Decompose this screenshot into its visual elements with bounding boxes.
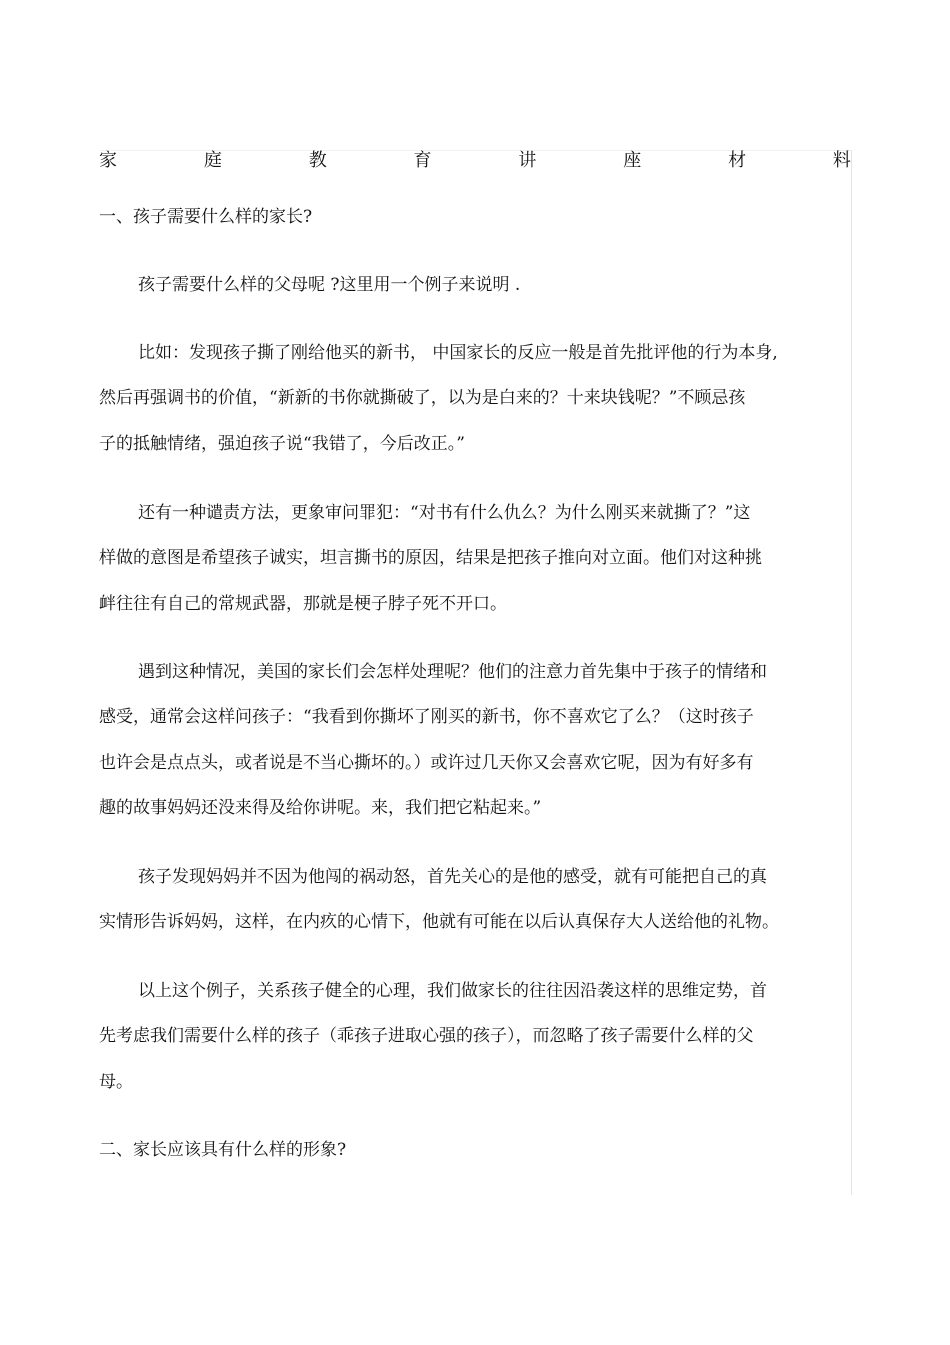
title-char: 料 (832, 150, 851, 171)
paragraph-4-line: 也许会是点点头，或者说是不当心撕坏的。）或许过几天你又会喜欢它呢，因为有好多有 (99, 753, 754, 773)
paragraph-2-line: 比如：发现孩子撕了刚给他买的新书， 中国家长的反应一般是首先批评他的行为本身, (138, 343, 778, 363)
paragraph-5-line: 孩子发现妈妈并不因为他闯的祸动怒，首先关心的是他的感受，就有可能把自己的真 (138, 867, 767, 887)
paragraph-5-line: 实情形告诉妈妈，这样，在内疚的心情下，他就有可能在以后认真保存大人送给他的礼物。 (99, 912, 779, 932)
paragraph-4-line: 遇到这种情况，美国的家长们会怎样处理呢？他们的注意力首先集中于孩子的情绪和 (138, 662, 767, 682)
right-margin-rule (851, 150, 852, 1195)
title-char: 教 (308, 150, 327, 171)
title-char: 讲 (518, 150, 537, 171)
paragraph-6-line: 以上这个例子，关系孩子健全的心理，我们做家长的往往因沿袭这样的思维定势，首 (138, 981, 767, 1001)
paragraph-1-line: 孩子需要什么样的父母呢 ?这里用一个例子来说明 . (138, 275, 521, 295)
section-heading-1: 一、孩子需要什么样的家长? (99, 207, 313, 227)
title-char: 材 (728, 150, 747, 171)
paragraph-4-line: 感受，通常会这样问孩子：“我看到你撕坏了刚买的新书，你不喜欢它了么？（这时孩子 (99, 707, 754, 727)
paragraph-3-line: 样做的意图是希望孩子诚实，坦言撕书的原因，结果是把孩子推向对立面。他们对这种挑 (99, 548, 762, 568)
paragraph-4-line: 趣的故事妈妈还没来得及给你讲呢。来，我们把它粘起来。” (99, 798, 542, 818)
paragraph-2-line: 然后再强调书的价值，“新新的书你就撕破了，以为是白来的？十来块钱呢？”不顾忌孩 (99, 388, 746, 408)
title-char: 座 (623, 150, 642, 171)
paragraph-6-line: 母。 (99, 1072, 133, 1092)
paragraph-6-line: 先考虑我们需要什么样的孩子（乖孩子进取心强的孩子），而忽略了孩子需要什么样的父 (99, 1026, 754, 1046)
title-char: 庭 (203, 150, 222, 171)
title-char: 家 (99, 150, 117, 171)
section-heading-2: 二、家长应该具有什么样的形象? (99, 1140, 347, 1160)
paragraph-2-line: 子的抵触情绪，强迫孩子说“我错了，今后改正。” (99, 434, 465, 454)
paragraph-3-line: 衅往往有自己的常规武器，那就是梗子脖子死不开口。 (99, 594, 507, 614)
page-title (99, 150, 851, 172)
title-char: 育 (413, 150, 432, 171)
paragraph-3-line: 还有一种谴责方法，更象审问罪犯：“对书有什么仇么？为什么刚买来就撕了？”这 (138, 503, 751, 523)
